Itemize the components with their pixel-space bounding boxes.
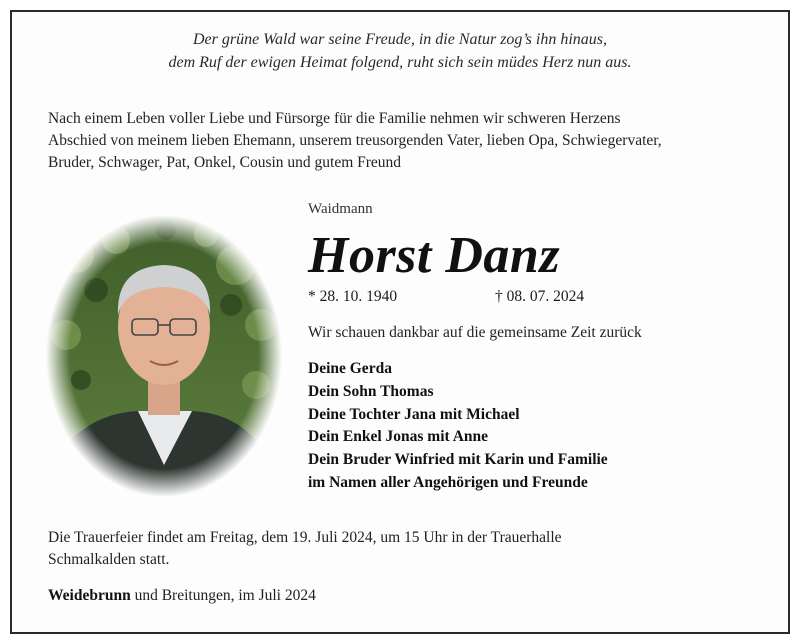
motto-line-1: Der grüne Wald war seine Freude, in die Natur zog’s ihn hinaus, <box>192 31 608 48</box>
service-line-1: Die Trauerfeier findet am Freitag, dem 19. Juli 2024, um 15 Uhr in der Trauerhalle <box>48 529 562 546</box>
intro-line-3: Bruder, Schwager, Pat, Onkel, Cousin und gutem Freund <box>48 154 402 171</box>
service-line-2: Schmalkalden statt. <box>48 551 170 568</box>
birth-date: * 28. 10. 1940 <box>308 288 398 305</box>
motto-verse <box>12 28 788 74</box>
thanks-line: Wir schauen dankbar auf die gemeinsame Zeit zurück <box>308 324 642 341</box>
place-rest: und Breitungen, im Juli 2024 <box>130 587 316 604</box>
mourner-item: Dein Bruder Winfried mit Karin und Familie <box>308 451 608 469</box>
mourner-item: im Namen aller Angehörigen und Freunde <box>308 473 588 491</box>
portrait-photo <box>46 215 282 497</box>
mourner-item: Deine Gerda <box>308 360 392 377</box>
mourner-item: Deine Tochter Jana mit Michael <box>308 405 520 423</box>
intro-text <box>48 108 778 174</box>
deceased-name: Horst Danz <box>308 227 561 284</box>
place-town: Weidebrunn <box>48 587 131 604</box>
intro-line-2: Abschied von meinem lieben Ehemann, unserem treusorgenden Vater, lieben Opa, Schwiegervater, <box>48 132 662 149</box>
place-date-line <box>48 587 316 605</box>
mourners-list <box>308 358 608 495</box>
obituary-frame <box>10 10 790 634</box>
intro-line-1: Nach einem Leben voller Liebe und Fürsorge für die Familie nehmen wir schweren Herzens <box>48 110 621 127</box>
death-date: † 08. 07. 2024 <box>495 288 585 305</box>
mourner-item: Dein Sohn Thomas <box>308 382 434 400</box>
funeral-service-info <box>48 527 768 571</box>
mourner-item: Dein Enkel Jonas mit Anne <box>308 428 489 446</box>
occupation-label: Waidmann <box>308 201 373 217</box>
motto-line-2: dem Ruf der ewigen Heimat folgend, ruht sich sein müdes Herz nun aus. <box>168 54 632 71</box>
